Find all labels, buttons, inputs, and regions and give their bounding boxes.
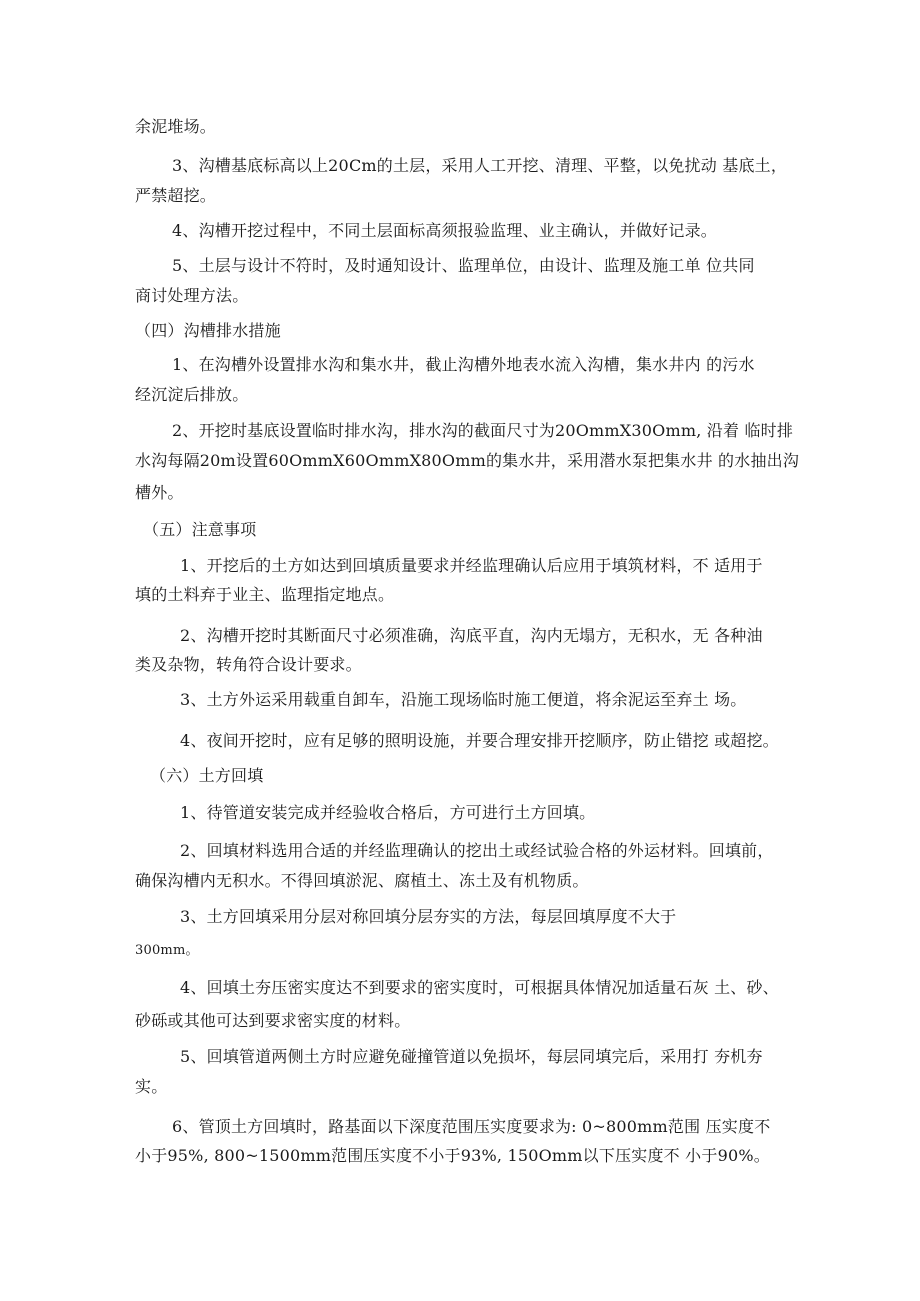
text-line: 砂砾或其他可达到要求密实度的材料。 bbox=[135, 1011, 411, 1030]
text-line: 经沉淀后排放。 bbox=[135, 385, 249, 404]
text-line: 余泥堆场。 bbox=[135, 117, 217, 136]
text-line: 2、回填材料选用合适的并经监理确认的挖出土或经试验合格的外运材料。回填前， bbox=[180, 841, 774, 860]
text-line: 4、夜间开挖时，应有足够的照明设施，并要合理安排开挖顺序，防止错挖 或超挖。 bbox=[180, 731, 779, 750]
text-line: 5、回填管道两侧土方时应避免碰撞管道以免损坏，每层同填完后，采用打 夯机夯 bbox=[180, 1047, 763, 1066]
section-heading: （五）注意事项 bbox=[143, 520, 257, 539]
text-line: 商讨处理方法。 bbox=[135, 286, 249, 305]
text-line: 2、沟槽开挖时其断面尺寸必须准确，沟底平直，沟内无塌方，无积水，无 各种油 bbox=[180, 626, 763, 645]
text-line: 确保沟槽内无积水。不得回填淤泥、腐植土、冻土及有机物质。 bbox=[135, 871, 589, 890]
text-line: 3、土方外运采用载重自卸车，沿施工现场临时施工便道，将余泥运至弃土 场。 bbox=[180, 690, 747, 709]
text-line: 4、回填土夯压密实度达不到要求的密实度时，可根据具体情况加适量石灰 土、砂、 bbox=[180, 978, 779, 997]
text-line: 1、在沟槽外设置排水沟和集水井，截止沟槽外地表水流入沟槽，集水井内 的污水 bbox=[172, 355, 755, 374]
section-heading: （六）土方回填 bbox=[150, 766, 264, 785]
text-line: 小于95%, 800~1500mm范围压实度不小于93%, 150Omm以下压实度不 小于90%。 bbox=[135, 1146, 770, 1165]
text-line: 4、沟槽开挖过程中，不同土层面标高须报验监理、业主确认，并做好记录。 bbox=[172, 221, 717, 240]
text-line: 300mm。 bbox=[135, 943, 199, 958]
text-line: 实。 bbox=[135, 1077, 168, 1096]
text-line: 3、土方回填采用分层对称回填分层夯实的方法，每层回填厚度不大于 bbox=[180, 907, 677, 926]
text-line: 水沟每隔20m设置60OmmX60OmmX80Omm的集水井，采用潜水泵把集水井 的水抽出沟 bbox=[135, 451, 800, 470]
text-line: 2、开挖时基底设置临时排水沟，排水沟的截面尺寸为20OmmX30Omm, 沿着 临时排 bbox=[172, 421, 794, 440]
text-line: 1、待管道安装完成并经验收合格后，方可进行土方回填。 bbox=[180, 803, 596, 822]
text-line: 6、管顶土方回填时，路基面以下深度范围压实度要求为: 0~800mm范围 压实度不 bbox=[172, 1117, 771, 1136]
text-line: 3、沟槽基底标高以上20Cm的土层，采用人工开挖、清理、平整，以免扰动 基底土， bbox=[172, 156, 788, 175]
text-line: 槽外。 bbox=[135, 483, 184, 502]
text-line: 5、土层与设计不符时，及时通知设计、监理单位，由设计、监理及施工单 位共同 bbox=[172, 256, 755, 275]
text-line: 1、开挖后的土方如达到回填质量要求并经监理确认后应用于填筑材料，不 适用于 bbox=[180, 556, 763, 575]
text-line: 填的土料弃于业主、监理指定地点。 bbox=[135, 585, 395, 604]
section-heading: （四）沟槽排水措施 bbox=[135, 321, 281, 340]
text-line: 类及杂物，转角符合设计要求。 bbox=[135, 655, 362, 674]
text-line: 严禁超挖。 bbox=[135, 186, 217, 205]
